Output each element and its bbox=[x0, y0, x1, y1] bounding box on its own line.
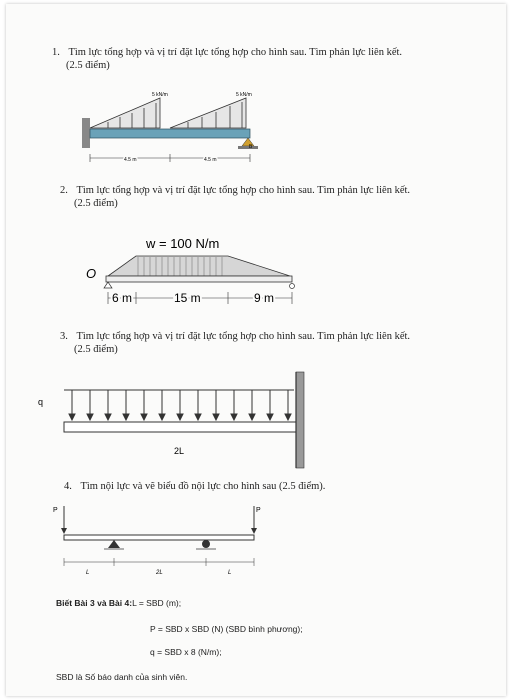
figure-2-beam bbox=[78, 230, 308, 310]
question-points: (2.5 điểm) bbox=[74, 344, 118, 355]
fixed-wall bbox=[296, 372, 304, 468]
fixed-wall bbox=[82, 118, 90, 148]
question-text: Tìm lực tổng hợp và vị trí đặt lực tổng hợp cho hình sau. Tìm phản lực liên kết. bbox=[76, 185, 411, 196]
triangular-load-left bbox=[90, 98, 160, 128]
figure-1-beam bbox=[78, 86, 268, 166]
roller-support bbox=[202, 540, 210, 548]
notes-line-4: SBD là Số báo danh của sinh viên. bbox=[56, 672, 188, 682]
question-number: 1. bbox=[52, 47, 60, 58]
dim-seg2: 2L bbox=[156, 570, 163, 576]
beam bbox=[106, 276, 292, 282]
question-number: 4. bbox=[64, 481, 72, 492]
dim-seg2: 15 m bbox=[174, 291, 201, 305]
question-3 bbox=[60, 330, 490, 356]
notes-line-3: q = SBD x 8 (N/m); bbox=[150, 647, 222, 657]
length-label: 2L bbox=[174, 446, 185, 456]
pin-support bbox=[108, 540, 120, 548]
dim-seg3: L bbox=[228, 570, 232, 576]
beam bbox=[64, 535, 254, 540]
notes-heading: Biết Bài 3 và Bài 4: bbox=[56, 598, 133, 608]
beam bbox=[64, 422, 296, 432]
figure-4-beam bbox=[46, 500, 266, 580]
load-label-left: 5 kN/m bbox=[152, 92, 168, 98]
question-text: Tìm lực tổng hợp và vị trí đặt lực tổng hợp cho hình sau. Tìm phản lực liên kết. bbox=[68, 47, 403, 58]
pin-support bbox=[104, 282, 112, 288]
roller-support bbox=[290, 284, 295, 289]
load-label-right: 5 kN/m bbox=[236, 92, 252, 98]
load-label-q: q bbox=[38, 397, 44, 407]
triangular-load-right bbox=[170, 98, 246, 128]
origin-label: O bbox=[86, 266, 97, 281]
notes-line-1 bbox=[56, 598, 181, 608]
dim-seg1: L bbox=[86, 570, 90, 576]
exam-page bbox=[6, 4, 506, 696]
question-text: Tìm lực tổng hợp và vị trí đặt lực tổng hợp cho hình sau. Tìm phản lực liên kết. bbox=[76, 331, 411, 342]
force-label-right: P bbox=[256, 507, 261, 514]
question-1 bbox=[52, 46, 492, 72]
support-label-b: B bbox=[249, 144, 253, 150]
question-2 bbox=[60, 184, 490, 210]
figure-3-cantilever bbox=[26, 370, 316, 470]
dim-seg1: 6 m bbox=[112, 291, 133, 305]
question-number: 3. bbox=[60, 331, 68, 342]
beam bbox=[90, 129, 250, 138]
force-label-left: P bbox=[53, 507, 58, 514]
question-points: (2.5 điểm) bbox=[74, 198, 118, 209]
span-label-left: 4.5 m bbox=[124, 157, 137, 163]
load-label: w = 100 N/m bbox=[146, 236, 220, 251]
notes-l: L = SBD (m); bbox=[132, 598, 182, 608]
span-label-right: 4.5 m bbox=[204, 157, 217, 163]
question-text: Tìm nội lực và vẽ biểu đồ nội lực cho hình sau (2.5 điểm). bbox=[80, 481, 326, 492]
load-arrows bbox=[69, 390, 291, 420]
notes-line-2: P = SBD x SBD (N) (SBD bình phương); bbox=[150, 624, 303, 634]
question-number: 2. bbox=[60, 185, 68, 196]
question-points: (2.5 điểm) bbox=[66, 60, 110, 71]
distributed-load bbox=[108, 256, 290, 276]
question-4 bbox=[64, 480, 494, 493]
dim-seg3: 9 m bbox=[254, 291, 275, 305]
